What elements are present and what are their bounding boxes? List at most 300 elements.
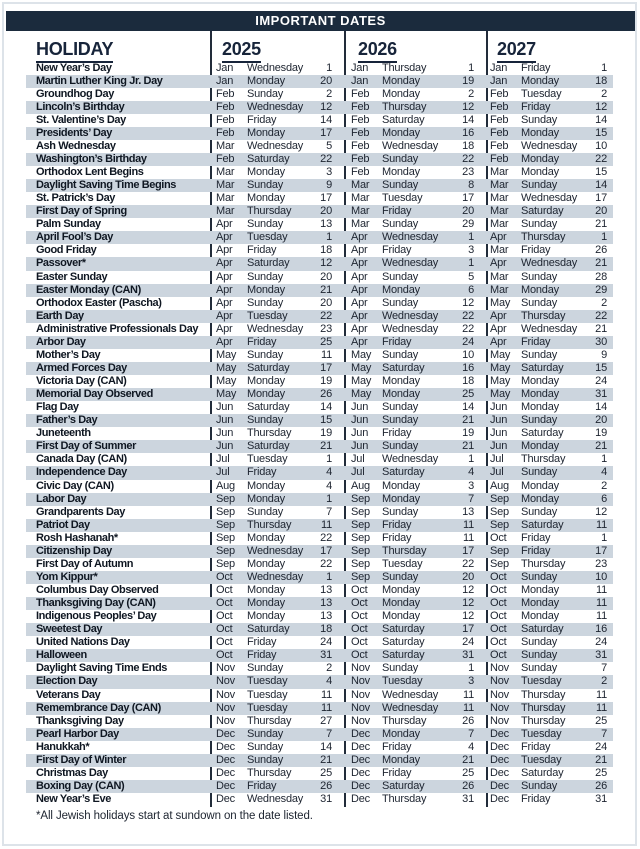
day-cell: 21: [595, 440, 607, 453]
column-header-2025: 2025: [222, 39, 261, 63]
month-cell: Feb: [351, 113, 370, 126]
month-cell: Jan: [216, 61, 234, 74]
holiday-name: Juneteenth: [36, 427, 91, 440]
holiday-name: Easter Sunday: [36, 270, 108, 283]
weekday-cell: Monday: [521, 166, 559, 178]
weekday-cell: Sunday: [382, 662, 419, 675]
day-cell: 18: [320, 623, 332, 636]
month-cell: Oct: [216, 649, 233, 662]
weekday-cell: Friday: [247, 335, 277, 348]
month-cell: May: [216, 348, 237, 361]
day-cell: 4: [468, 466, 474, 479]
day-cell: 24: [595, 740, 607, 753]
table-row: [26, 453, 613, 466]
month-cell: Mar: [216, 166, 235, 178]
month-cell: Sep: [490, 544, 509, 557]
month-cell: Nov: [216, 662, 235, 675]
weekday-cell: Friday: [247, 466, 277, 479]
holiday-name: Arbor Day: [36, 335, 86, 348]
weekday-cell: Friday: [521, 793, 551, 805]
month-cell: May: [216, 361, 237, 374]
day-cell: 11: [595, 701, 607, 714]
day-cell: 2: [601, 479, 607, 492]
month-cell: Apr: [216, 257, 233, 270]
weekday-cell: Saturday: [382, 466, 425, 479]
month-cell: Dec: [490, 766, 509, 779]
month-cell: Nov: [490, 701, 509, 714]
month-cell: Feb: [216, 113, 235, 126]
holiday-name: Thanksgiving Day: [36, 714, 124, 727]
table-row: [26, 427, 613, 440]
weekday-cell: Tuesday: [521, 87, 562, 100]
month-cell: Feb: [216, 87, 235, 100]
month-cell: Mar: [216, 179, 235, 192]
day-cell: 14: [595, 401, 607, 414]
day-cell: 4: [601, 466, 607, 479]
holiday-name: First Day of Winter: [36, 753, 127, 766]
weekday-cell: Sunday: [521, 179, 558, 192]
day-cell: 4: [326, 675, 332, 688]
weekday-cell: Thursday: [247, 766, 292, 779]
month-cell: Sep: [351, 518, 370, 531]
month-cell: Sep: [351, 557, 370, 570]
month-cell: Oct: [490, 597, 507, 610]
day-cell: 2: [601, 87, 607, 100]
month-cell: Dec: [490, 753, 509, 766]
month-cell: Apr: [490, 322, 507, 335]
day-cell: 26: [462, 779, 474, 792]
table-row: [26, 493, 613, 506]
month-cell: Sep: [216, 544, 235, 557]
day-cell: 17: [462, 192, 474, 205]
weekday-cell: Saturday: [247, 401, 290, 414]
table-row: [26, 310, 613, 323]
weekday-cell: Wednesday: [247, 100, 304, 113]
month-cell: Apr: [216, 283, 233, 296]
day-cell: 10: [595, 570, 607, 583]
day-cell: 11: [320, 688, 332, 701]
day-cell: 25: [462, 388, 474, 401]
month-cell: Apr: [216, 322, 233, 335]
weekday-cell: Sunday: [521, 270, 558, 283]
day-cell: 17: [595, 192, 607, 205]
weekday-cell: Monday: [382, 610, 420, 623]
holiday-name: Flag Day: [36, 401, 79, 414]
day-cell: 21: [320, 440, 332, 453]
month-cell: Apr: [216, 218, 233, 231]
day-cell: 3: [468, 479, 474, 492]
holiday-name: Ash Wednesday: [36, 139, 116, 152]
month-cell: Sep: [351, 505, 370, 518]
month-cell: Aug: [490, 479, 509, 492]
month-cell: Oct: [490, 623, 507, 636]
month-cell: Dec: [351, 793, 370, 805]
footnote: *All Jewish holidays start at sundown on the date listed.: [36, 810, 313, 822]
holiday-name: Christmas Day: [36, 766, 108, 779]
table-row: [26, 257, 613, 270]
month-cell: Oct: [216, 584, 233, 596]
table-row: [26, 140, 613, 153]
day-cell: 29: [595, 283, 607, 296]
holiday-name: Indigenous Peoples’ Day: [36, 610, 157, 623]
month-cell: Feb: [490, 139, 509, 152]
table-row: [26, 205, 613, 218]
day-cell: 21: [595, 322, 607, 335]
weekday-cell: Saturday: [382, 636, 425, 649]
day-cell: 11: [595, 597, 607, 610]
holiday-name: Thanksgiving Day (CAN): [36, 597, 156, 610]
day-cell: 22: [320, 152, 332, 165]
month-cell: Jun: [216, 414, 234, 427]
month-cell: Jun: [216, 440, 234, 453]
holiday-name: Boxing Day (CAN): [36, 779, 125, 792]
month-cell: May: [351, 361, 372, 374]
holiday-name: Grandparents Day: [36, 505, 125, 518]
month-cell: Oct: [351, 623, 368, 636]
weekday-cell: Monday: [382, 126, 420, 139]
day-cell: 11: [595, 610, 607, 623]
holiday-name: St. Valentine’s Day: [36, 113, 126, 126]
weekday-cell: Sunday: [382, 570, 419, 583]
weekday-cell: Wednesday: [382, 701, 439, 714]
table-row: [26, 323, 613, 336]
month-cell: Oct: [351, 597, 368, 610]
table-row: [26, 689, 613, 702]
month-cell: Nov: [490, 714, 509, 727]
month-cell: Dec: [490, 740, 509, 753]
month-cell: Mar: [351, 179, 370, 192]
table-row: [26, 101, 613, 114]
holiday-name: Columbus Day Observed: [36, 584, 159, 596]
holiday-name: Washington’s Birthday: [36, 152, 147, 165]
month-cell: Jul: [490, 453, 504, 466]
weekday-cell: Sunday: [247, 740, 284, 753]
table-row: [26, 675, 613, 688]
weekday-cell: Thursday: [521, 714, 566, 727]
weekday-cell: Monday: [247, 479, 285, 492]
month-cell: Feb: [216, 100, 235, 113]
day-cell: 16: [595, 623, 607, 636]
day-cell: 22: [462, 322, 474, 335]
holiday-table: [26, 62, 613, 807]
weekday-cell: Sunday: [382, 401, 419, 414]
weekday-cell: Friday: [247, 779, 277, 792]
day-cell: 11: [462, 531, 474, 544]
holiday-name: Canada Day (CAN): [36, 453, 127, 466]
month-cell: Apr: [216, 270, 233, 283]
day-cell: 1: [601, 231, 607, 244]
weekday-cell: Sunday: [382, 440, 419, 453]
day-cell: 21: [595, 218, 607, 231]
month-cell: Mar: [490, 166, 509, 178]
month-cell: Mar: [490, 244, 509, 257]
day-cell: 22: [320, 557, 332, 570]
weekday-cell: Monday: [382, 492, 420, 505]
weekday-cell: Tuesday: [247, 675, 288, 688]
weekday-cell: Saturday: [521, 766, 564, 779]
month-cell: Sep: [351, 492, 370, 505]
weekday-cell: Wednesday: [521, 257, 578, 270]
day-cell: 21: [320, 283, 332, 296]
holiday-name: Citizenship Day: [36, 544, 112, 557]
month-cell: Jan: [351, 74, 369, 87]
weekday-cell: Wednesday: [382, 231, 439, 244]
weekday-cell: Saturday: [382, 623, 425, 636]
day-cell: 24: [320, 636, 332, 649]
table-row: [26, 715, 613, 728]
day-cell: 12: [462, 296, 474, 309]
month-cell: Mar: [490, 270, 509, 283]
weekday-cell: Sunday: [247, 87, 284, 100]
day-cell: 21: [462, 414, 474, 427]
weekday-cell: Saturday: [521, 623, 564, 636]
day-cell: 7: [326, 727, 332, 740]
table-row: [26, 532, 613, 545]
weekday-cell: Wednesday: [382, 257, 439, 270]
weekday-cell: Sunday: [247, 296, 284, 309]
weekday-cell: Wednesday: [521, 139, 578, 152]
day-cell: 11: [320, 348, 332, 361]
day-cell: 19: [320, 375, 332, 387]
day-cell: 2: [326, 662, 332, 675]
weekday-cell: Thursday: [382, 544, 427, 557]
day-cell: 12: [595, 100, 607, 113]
day-cell: 31: [595, 793, 607, 805]
day-cell: 10: [595, 139, 607, 152]
weekday-cell: Friday: [382, 205, 412, 218]
weekday-cell: Monday: [521, 388, 559, 401]
weekday-cell: Sunday: [521, 466, 558, 479]
month-cell: Jun: [216, 401, 234, 414]
month-cell: Aug: [351, 479, 370, 492]
day-cell: 19: [462, 427, 474, 440]
day-cell: 1: [468, 257, 474, 270]
day-cell: 24: [595, 375, 607, 387]
weekday-cell: Friday: [382, 335, 412, 348]
weekday-cell: Sunday: [382, 218, 419, 231]
day-cell: 7: [468, 492, 474, 505]
day-cell: 20: [462, 205, 474, 218]
month-cell: Apr: [490, 257, 507, 270]
day-cell: 6: [601, 492, 607, 505]
table-row: [26, 414, 613, 427]
month-cell: Sep: [351, 531, 370, 544]
day-cell: 11: [595, 584, 607, 596]
holiday-name: Orthodox Easter (Pascha): [36, 296, 162, 309]
month-cell: Jun: [351, 427, 369, 440]
weekday-cell: Thursday: [247, 427, 292, 440]
weekday-cell: Saturday: [382, 361, 425, 374]
day-cell: 5: [326, 139, 332, 152]
weekday-cell: Sunday: [521, 113, 558, 126]
month-cell: Apr: [351, 270, 368, 283]
day-cell: 22: [462, 309, 474, 322]
holiday-name: Rosh Hashanah*: [36, 531, 118, 544]
day-cell: 15: [320, 414, 332, 427]
table-row: [26, 623, 613, 636]
month-cell: Sep: [216, 531, 235, 544]
month-cell: Nov: [216, 714, 235, 727]
day-cell: 15: [595, 166, 607, 178]
day-cell: 14: [462, 113, 474, 126]
day-cell: 12: [462, 100, 474, 113]
weekday-cell: Wednesday: [382, 688, 439, 701]
day-cell: 24: [462, 335, 474, 348]
month-cell: Oct: [351, 636, 368, 649]
table-row: [26, 519, 613, 532]
weekday-cell: Monday: [382, 388, 420, 401]
weekday-cell: Friday: [521, 100, 551, 113]
month-cell: Jun: [351, 440, 369, 453]
table-row: [26, 153, 613, 166]
weekday-cell: Monday: [521, 610, 559, 623]
day-cell: 20: [320, 270, 332, 283]
holiday-name: Groundhog Day: [36, 87, 114, 100]
weekday-cell: Monday: [521, 152, 559, 165]
weekday-cell: Monday: [247, 283, 285, 296]
day-cell: 1: [468, 662, 474, 675]
holiday-name: Veterans Day: [36, 688, 101, 701]
table-row: [26, 375, 613, 388]
month-cell: Dec: [490, 793, 509, 805]
month-cell: Sep: [490, 518, 509, 531]
month-cell: May: [490, 348, 511, 361]
table-row: [26, 218, 613, 231]
table-row: [26, 662, 613, 675]
day-cell: 5: [468, 270, 474, 283]
day-cell: 31: [320, 793, 332, 805]
weekday-cell: Tuesday: [247, 453, 288, 466]
day-cell: 24: [595, 636, 607, 649]
day-cell: 1: [601, 531, 607, 544]
weekday-cell: Monday: [382, 74, 420, 87]
month-cell: Mar: [351, 192, 370, 205]
weekday-cell: Wednesday: [247, 139, 304, 152]
day-cell: 21: [595, 753, 607, 766]
weekday-cell: Monday: [382, 597, 420, 610]
month-cell: May: [490, 296, 511, 309]
day-cell: 1: [326, 453, 332, 466]
month-cell: Sep: [490, 557, 509, 570]
table-row: [26, 336, 613, 349]
table-row: [26, 466, 613, 479]
month-cell: Jun: [490, 440, 508, 453]
month-cell: Jan: [490, 61, 508, 74]
weekday-cell: Wednesday: [247, 793, 304, 805]
weekday-cell: Wednesday: [382, 139, 439, 152]
day-cell: 25: [320, 335, 332, 348]
month-cell: Jul: [351, 453, 365, 466]
weekday-cell: Friday: [382, 531, 412, 544]
month-cell: Mar: [490, 283, 509, 296]
day-cell: 12: [320, 257, 332, 270]
weekday-cell: Friday: [382, 427, 412, 440]
day-cell: 16: [462, 126, 474, 139]
weekday-cell: Wednesday: [247, 322, 304, 335]
day-cell: 20: [462, 570, 474, 583]
month-cell: Oct: [351, 610, 368, 623]
day-cell: 18: [320, 244, 332, 257]
weekday-cell: Thursday: [247, 518, 292, 531]
weekday-cell: Sunday: [247, 348, 284, 361]
month-cell: Mar: [216, 139, 235, 152]
day-cell: 12: [462, 597, 474, 610]
day-cell: 12: [320, 100, 332, 113]
weekday-cell: Monday: [247, 192, 285, 205]
month-cell: Feb: [490, 126, 509, 139]
day-cell: 18: [462, 139, 474, 152]
holiday-name: United Nations Day: [36, 636, 130, 649]
month-cell: Jan: [351, 61, 369, 74]
weekday-cell: Sunday: [521, 662, 558, 675]
day-cell: 3: [468, 675, 474, 688]
weekday-cell: Sunday: [521, 348, 558, 361]
day-cell: 1: [326, 492, 332, 505]
month-cell: Nov: [351, 688, 370, 701]
month-cell: Jul: [216, 466, 230, 479]
day-cell: 18: [462, 375, 474, 387]
day-cell: 23: [595, 557, 607, 570]
holiday-name: Easter Monday (CAN): [36, 283, 141, 296]
holiday-name: Pearl Harbor Day: [36, 727, 119, 740]
holiday-name: Father’s Day: [36, 414, 98, 427]
weekday-cell: Monday: [247, 388, 285, 401]
month-cell: Feb: [351, 139, 370, 152]
weekday-cell: Friday: [521, 544, 551, 557]
weekday-cell: Tuesday: [247, 231, 288, 244]
month-cell: May: [216, 375, 237, 387]
day-cell: 26: [320, 779, 332, 792]
day-cell: 17: [320, 361, 332, 374]
month-cell: Mar: [490, 179, 509, 192]
day-cell: 26: [462, 714, 474, 727]
month-cell: Dec: [351, 727, 370, 740]
month-cell: Feb: [490, 113, 509, 126]
column-header-2027: 2027: [497, 39, 536, 63]
table-row: [26, 506, 613, 519]
month-cell: Feb: [490, 87, 509, 100]
month-cell: Dec: [351, 779, 370, 792]
weekday-cell: Saturday: [247, 152, 290, 165]
table-row: [26, 271, 613, 284]
day-cell: 9: [601, 348, 607, 361]
weekday-cell: Wednesday: [382, 309, 439, 322]
month-cell: Sep: [490, 492, 509, 505]
day-cell: 22: [320, 531, 332, 544]
table-row: [26, 649, 613, 662]
weekday-cell: Sunday: [247, 727, 284, 740]
month-cell: Oct: [216, 570, 233, 583]
weekday-cell: Sunday: [382, 152, 419, 165]
weekday-cell: Monday: [521, 375, 559, 387]
day-cell: 14: [595, 179, 607, 192]
day-cell: 7: [601, 662, 607, 675]
day-cell: 25: [462, 766, 474, 779]
weekday-cell: Friday: [521, 244, 551, 257]
weekday-cell: Friday: [247, 636, 277, 649]
weekday-cell: Sunday: [521, 505, 558, 518]
weekday-cell: Thursday: [382, 61, 427, 74]
month-cell: Jun: [490, 401, 508, 414]
weekday-cell: Friday: [382, 518, 412, 531]
column-header-2026: 2026: [358, 39, 397, 63]
month-cell: May: [490, 388, 511, 401]
day-cell: 23: [462, 166, 474, 178]
holiday-name: First Day of Summer: [36, 440, 136, 453]
day-cell: 20: [320, 205, 332, 218]
weekday-cell: Thursday: [521, 557, 566, 570]
weekday-cell: Monday: [382, 166, 420, 178]
